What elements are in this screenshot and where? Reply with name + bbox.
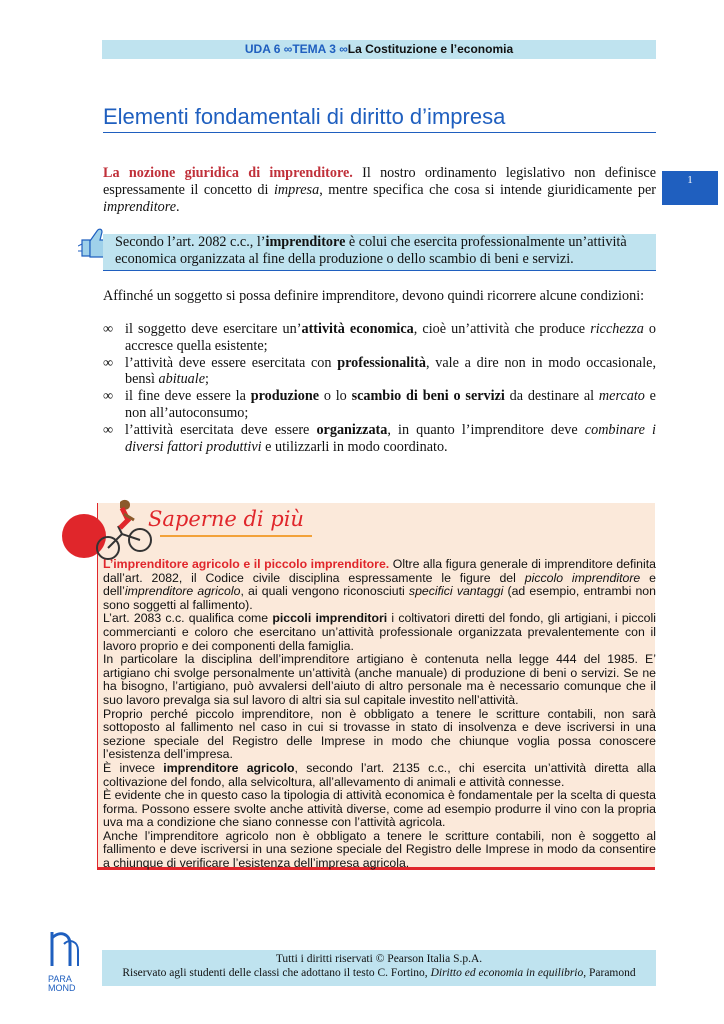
list-item xyxy=(103,321,656,355)
intro-text: . xyxy=(176,198,180,215)
box-keyword: piccoli imprenditori xyxy=(272,611,388,626)
item-text: , cioè un’attività che produce xyxy=(413,321,591,337)
box-paragraph xyxy=(103,762,656,789)
box-heading: L’imprenditore agricolo e il piccolo imprenditore. xyxy=(103,557,390,571)
logo-text: MOND xyxy=(48,983,76,993)
box-text: L’art. 2083 c.c. qualifica come xyxy=(103,611,273,626)
item-text: da destinare al xyxy=(504,388,599,405)
definition-keyword: imprenditore xyxy=(265,234,346,250)
item-term: combinare i diversi fattori produttivi xyxy=(125,421,656,455)
header-sep: ∞ xyxy=(335,42,348,56)
item-text: o accresce quella esistente; xyxy=(125,321,657,354)
box-text: , secondo l’art. 2135 c.c., chi esercita un’attività diretta alla coltivazione del fondo, alla selvicoltura, all’allevamento di animali e attività connesse. xyxy=(103,760,656,789)
item-text: l’attività deve essere esercitata con xyxy=(125,354,338,371)
footer-text: , Paramond xyxy=(583,967,636,979)
box-keyword: imprenditore agricolo xyxy=(163,760,295,775)
box-term: specifici vantaggi xyxy=(408,584,504,599)
footer-copyright: Tutti i diritti riservati © Pearson Italia S.p.A. xyxy=(275,953,483,965)
page-title: Elementi fondamentali di diritto d’impresa xyxy=(103,104,656,133)
intro-text: Il nostro ordinamento legislativo non definisce espressamente il concetto di xyxy=(103,165,656,198)
footer xyxy=(102,950,656,986)
cyclist-icon xyxy=(62,488,162,568)
item-keyword: scambio di beni o servizi xyxy=(351,388,505,405)
box-term: piccolo imprenditore xyxy=(524,570,641,585)
header-uda: UDA 6 xyxy=(244,42,281,56)
box-text: Oltre alla figura generale di imprenditore definita dall’art. 2082, il Codice civile disciplina espressamente le figure del xyxy=(103,557,656,585)
list-item xyxy=(103,422,656,456)
item-text: , vale a dire non in modo occasionale, bensì xyxy=(125,354,657,388)
box-paragraph: Anche l’imprenditore agricolo non è obbligato a tenere le scritture contabili, non è soggetto al fallimento e deve iscriversi in una sezione speciale del Registro delle Imprese in modo da consentire a chiunque di verificare l’esistenza dell’impresa agricola. xyxy=(103,828,656,871)
box-paragraph: È evidente che in questo caso la tipologia di attività economica è fondamentale per la scelta di questa forma. Possono essere svolte anche attività diverse, come ad esempio produrre il vino con la propria uva ma a condizione che siano connesse con l’attività agricola. xyxy=(103,788,656,830)
footer-reserved xyxy=(102,966,656,980)
item-keyword: produzione xyxy=(250,388,320,405)
intro-text: , mentre specifica che cosa si intende giuridicamente per xyxy=(319,181,656,198)
header-bar xyxy=(102,40,656,59)
intro-term: impresa xyxy=(273,181,320,198)
bullet-icon: ∞ xyxy=(103,354,114,371)
footer-text: Riservato agli studenti delle classi che adottano il testo C. Fortino, xyxy=(122,967,431,979)
item-term: abituale xyxy=(158,371,205,388)
item-term: mercato xyxy=(598,388,645,405)
box-text: È invece xyxy=(103,760,164,775)
conditions-intro: Affinché un soggetto si possa definire imprenditore, devono quindi ricorrere alcune condizioni: xyxy=(103,288,645,304)
box-text: i coltivatori diretti del fondo, gli artigiani, i piccoli commercianti e coloro che esercitano un’attività professionale organizzata prevalentemente con il lavoro proprio e dei componenti della famiglia. xyxy=(103,611,656,653)
item-text: o lo xyxy=(319,388,352,405)
header-subject: La Costituzione e l’economia xyxy=(347,42,514,56)
logo-text: PARA xyxy=(48,974,72,984)
box-term: imprenditore agricolo xyxy=(124,584,241,599)
box-title: Saperne di più xyxy=(148,507,304,531)
box-text: , ai quali vengono riconosciuti xyxy=(240,584,409,599)
definition-part: è colui che esercita professionalmente un’attività economica organizzata al fine della produzione o dello scambio di beni e servizi. xyxy=(115,234,627,267)
footer-book-title: Diritto ed economia in equilibrio xyxy=(430,967,584,979)
item-text: ; xyxy=(205,371,209,388)
list-item xyxy=(103,388,656,422)
item-text: , in quanto l’imprenditore deve xyxy=(387,421,585,438)
conditions-list xyxy=(103,321,656,455)
header-tema: TEMA 3 xyxy=(292,42,336,56)
intro-term: imprenditore xyxy=(103,198,177,215)
definition-text xyxy=(103,234,656,268)
box-paragraph xyxy=(103,612,656,653)
item-term: ricchezza xyxy=(590,321,644,337)
box-paragraph xyxy=(103,558,656,612)
header-sep: ∞ xyxy=(280,42,293,56)
intro-paragraph xyxy=(103,165,656,215)
box-paragraph: In particolare la disciplina dell’imprenditore artigiano è contenuta nella legge 444 del 1985. E’ artigiano chi svolge personalmente un’attività (anche manuale) di produzione di beni o servizi. Se ne ha bisogno, l’artigiano, può avvalersi dell’aiuto di altro personale ma è necessario comunque che il suo lavoro prevalga sia sul lavoro di altri sia sul capitale investito nell’attività. xyxy=(103,652,656,707)
list-item xyxy=(103,355,656,389)
box-body xyxy=(103,558,656,871)
page-number: 1 xyxy=(662,171,718,205)
definition-highlight xyxy=(103,234,656,271)
box-paragraph: Proprio perché piccolo imprenditore, non è obbligato a tenere le scritture contabili, non sarà sottoposto al fallimento nel caso in cui si trovasse in stato di insolvenza e deve iscriversi in una sezione speciale del Registro delle Imprese in modo che chiunque voglia possa conoscere l’esistenza dell’impresa. xyxy=(103,706,656,762)
bullet-icon: ∞ xyxy=(103,321,114,337)
paramond-logo xyxy=(46,928,86,993)
item-text: il soggetto deve esercitare un’ xyxy=(125,321,302,337)
item-text: l’attività esercitata deve essere xyxy=(125,421,317,438)
item-text: e non all’autoconsumo; xyxy=(125,388,656,421)
item-text: e utilizzarli in modo coordinato. xyxy=(261,438,448,455)
item-keyword: attività economica xyxy=(301,321,414,337)
item-text: il fine deve essere la xyxy=(125,388,251,405)
bullet-icon: ∞ xyxy=(103,421,114,438)
box-text: (ad esempio, entrambi non sono soggetti al fallimento). xyxy=(103,584,656,612)
box-text: e dell’ xyxy=(103,570,656,599)
item-keyword: organizzata xyxy=(316,421,388,438)
definition-part: Secondo l’art. 2082 c.c., l’ xyxy=(115,234,266,250)
item-keyword: professionalità xyxy=(337,354,427,371)
intro-heading: La nozione giuridica di imprenditore. xyxy=(103,165,353,181)
box-title-underline xyxy=(160,535,312,537)
bullet-icon: ∞ xyxy=(103,388,114,405)
